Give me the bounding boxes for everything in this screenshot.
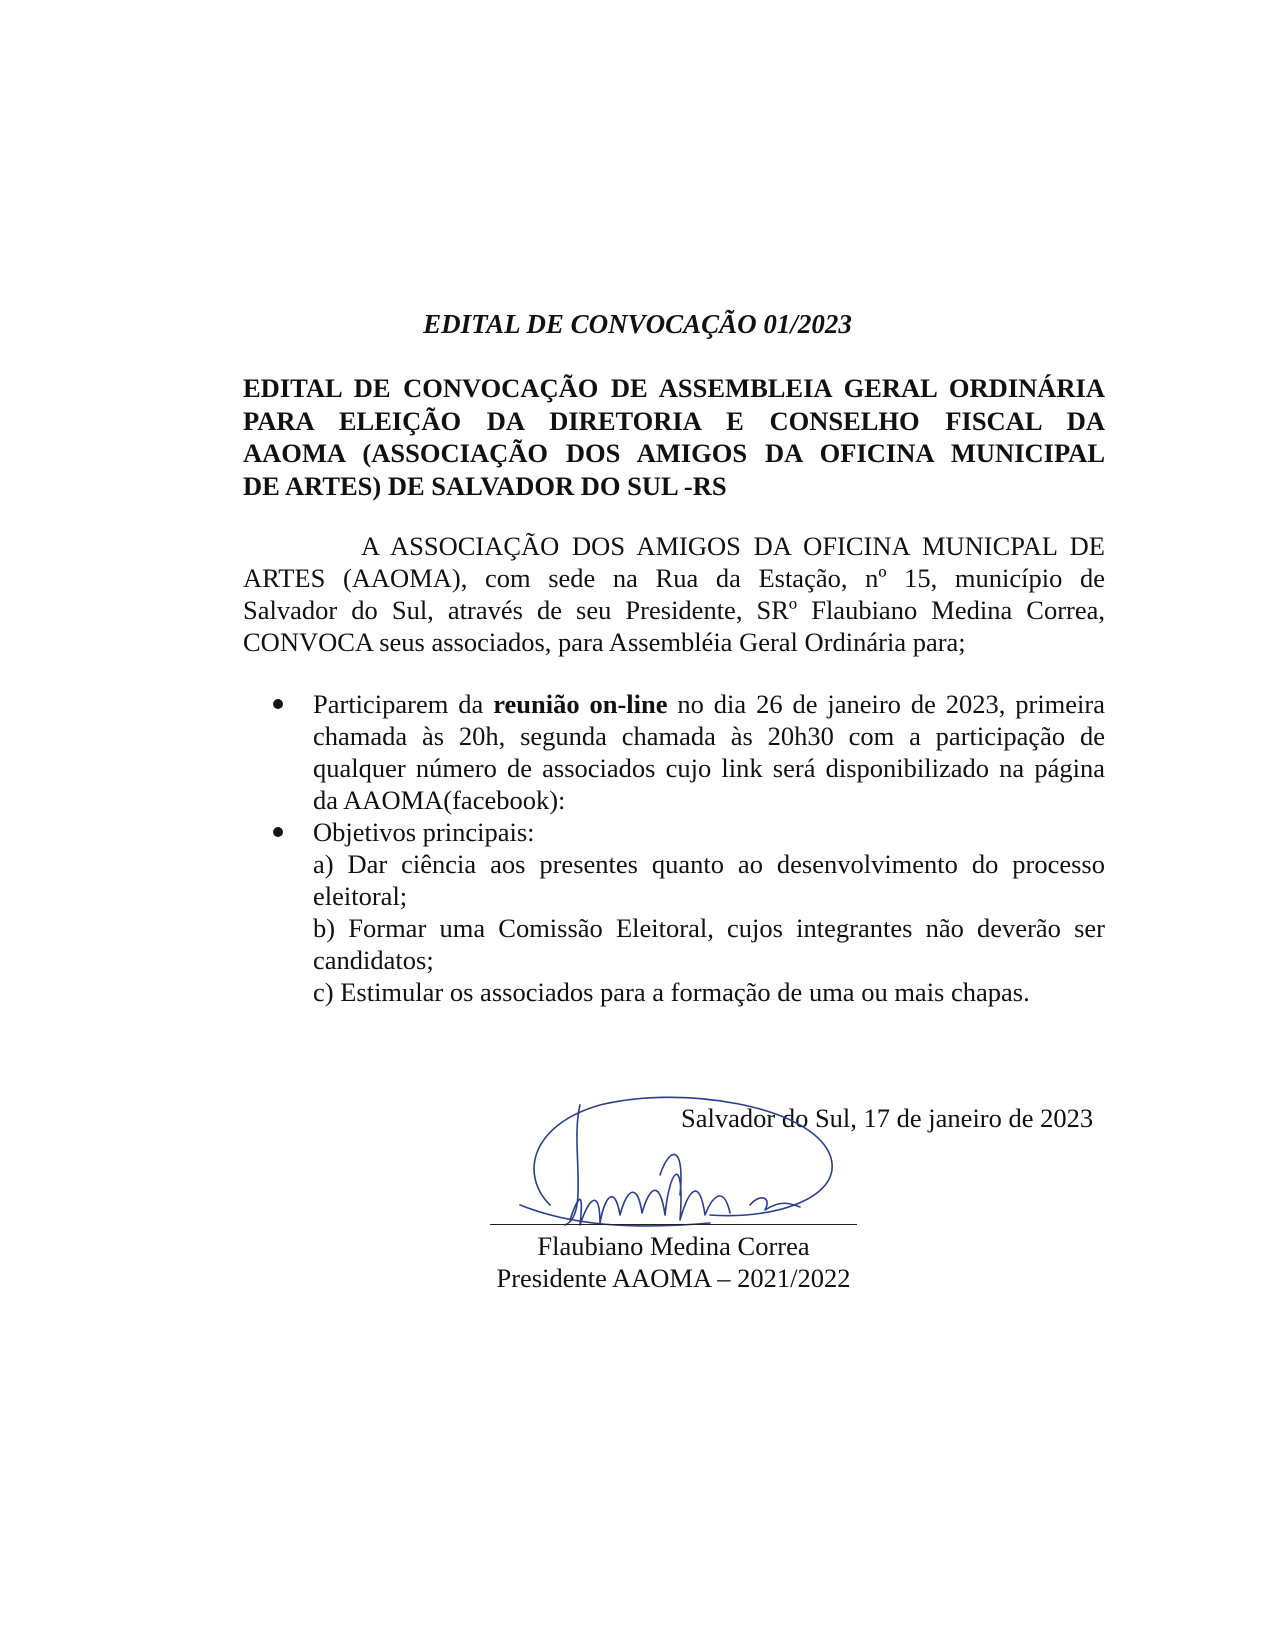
objective-line: c) Estimular os associados para a formação de uma ou mais chapas. [313,977,1030,1007]
list-item-meeting [313,688,1105,816]
bullet-list [313,688,1105,1008]
objective-line: eleitoral; [313,881,408,911]
document-title: EDITAL DE CONVOCAÇÃO 01/2023 [423,309,852,339]
heading-line: AAOMA (ASSOCIAÇÃO DOS AMIGOS DA OFICINA MUNICIPAL [243,438,1105,468]
objective-line: candidatos; [313,945,434,975]
bullet-line: qualquer número de associados cujo link será disponibilizado na página [313,753,1105,783]
heading-line: PARA ELEIÇÃO DA DIRETORIA E CONSELHO FISCAL DA [243,405,1105,436]
intro-line: A ASSOCIAÇÃO DOS AMIGOS DA OFICINA MUNICPAL DE [361,531,1105,561]
objectives-label: Objetivos principais: [313,817,535,847]
heading-line: EDITAL DE CONVOCAÇÃO DE ASSEMBLEIA GERAL ORDINÁRIA [243,373,1105,403]
document-heading [243,372,1105,502]
signer-name: Flaubiano Medina Correa [537,1231,810,1261]
signature-line [490,1224,857,1225]
bullet-line: da AAOMA(facebook): [313,785,566,815]
intro-line: CONVOCA seus associados, para Assembléia Geral Ordinária para; [243,627,966,657]
objective-line: a) Dar ciência aos presentes quanto ao desenvolvimento do processo [313,849,1105,879]
intro-paragraph [243,530,1105,658]
heading-line: DE ARTES) DE SALVADOR DO SUL -RS [243,470,727,501]
objective-line: b) Formar uma Comissão Eleitoral, cujos integrantes não deverão ser [313,913,1105,943]
list-item-objectives [313,816,1105,1008]
intro-line: Salvador do Sul, através de seu Presidente, SRº Flaubiano Medina Correa, [243,595,1105,625]
bullet-line: chamada às 20h, segunda chamada às 20h30 com a participação de [313,721,1105,751]
bullet-first-line: Participarem da reunião on-line no dia 26 de janeiro de 2023, primeira [313,689,1106,719]
bullet-icon [273,827,283,837]
signer-role: Presidente AAOMA – 2021/2022 [496,1263,851,1293]
handwritten-signature [510,1085,850,1245]
place-date: Salvador do Sul, 17 de janeiro de 2023 [681,1103,1094,1133]
signer-block [490,1230,857,1294]
bullet-icon [273,699,283,709]
meeting-type-bold: reunião on-line [493,689,668,719]
intro-line: ARTES (AAOMA), com sede na Rua da Estação, nº 15, município de [243,563,1105,593]
